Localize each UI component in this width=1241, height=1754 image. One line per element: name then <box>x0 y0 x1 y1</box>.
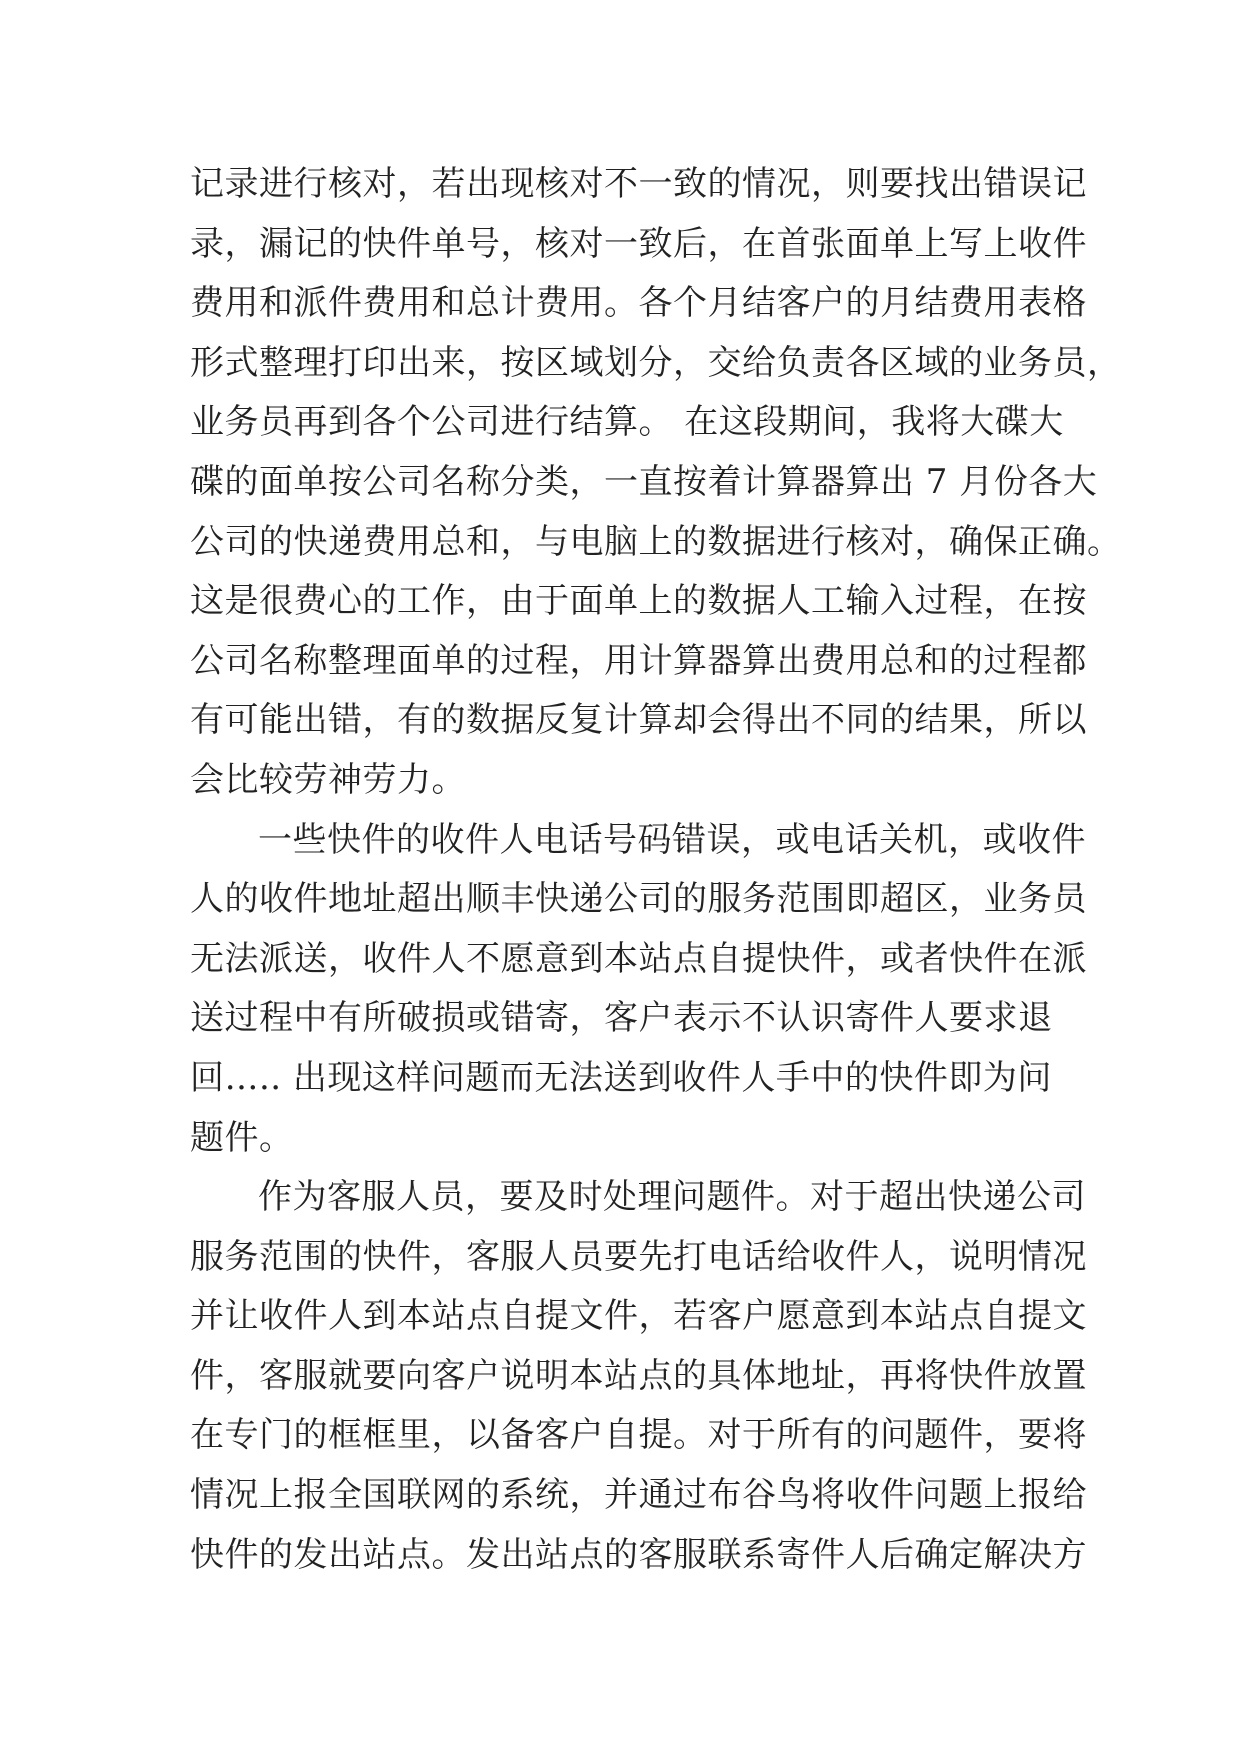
text-line: 人的收件地址超出顺丰快递公司的服务范围即超区，业务员 <box>190 879 1087 920</box>
text-line: 一些快件的收件人电话号码错误，或电话关机，或收件 <box>258 819 1086 860</box>
text-line: 录，漏记的快件单号，核对一致后，在首张面单上写上收件 <box>190 223 1087 264</box>
paragraph-3 <box>190 1168 1087 1585</box>
document-body <box>190 155 1122 1585</box>
text-line: 并让收件人到本站点自提文件，若客户愿意到本站点自提文 <box>190 1296 1087 1337</box>
text-line: 作为客服人员，要及时处理问题件。对于超出快递公司 <box>258 1177 1086 1218</box>
text-line: 公司的快递费用总和，与电脑上的数据进行核对，确保正确。 <box>190 521 1122 562</box>
text-line: 服务范围的快件，客服人员要先打电话给收件人，说明情况 <box>190 1236 1087 1277</box>
text-line: 题件。 <box>190 1117 294 1158</box>
paragraph-2 <box>190 811 1087 1169</box>
text-line: 有可能出错，有的数据反复计算却会得出不同的结果，所以 <box>190 700 1087 741</box>
text-line: 送过程中有所破损或错寄，客户表示不认识寄件人要求退 <box>190 998 1053 1039</box>
text-line: 件，客服就要向客户说明本站点的具体地址，再将快件放置 <box>190 1355 1087 1396</box>
text-line: 无法派送，收件人不愿意到本站点自提快件，或者快件在派 <box>190 938 1087 979</box>
text-line: 这是很费心的工作，由于面单上的数据人工输入过程，在按 <box>190 581 1087 622</box>
text-line: 业务员再到各个公司进行结算。 在这段期间，我将大碟大 <box>190 402 1064 443</box>
text-line: 记录进行核对，若出现核对不一致的情况，则要找出错误记 <box>190 164 1087 204</box>
text-line: 在专门的框框里，以备客户自提。对于所有的问题件，要将 <box>190 1415 1087 1456</box>
text-line: 公司名称整理面单的过程，用计算器算出费用总和的过程都 <box>190 640 1087 681</box>
text-line: 形式整理打印出来，按区域划分，交给负责各区域的业务员， <box>190 342 1122 383</box>
text-line: 回….. 出现这样问题而无法送到收件人手中的快件即为问 <box>190 1057 1052 1098</box>
text-line: 会比较劳神劳力。 <box>190 759 466 800</box>
paragraph-1 <box>190 155 1122 811</box>
text-line: 碟的面单按公司名称分类，一直按着计算器算出 7 月份各大 <box>190 461 1098 502</box>
text-line: 快件的发出站点。发出站点的客服联系寄件人后确定解决方 <box>190 1534 1087 1575</box>
text-line: 费用和派件费用和总计费用。各个月结客户的月结费用表格 <box>190 283 1087 324</box>
text-line: 情况上报全国联网的系统，并通过布谷鸟将收件问题上报给 <box>190 1475 1087 1516</box>
